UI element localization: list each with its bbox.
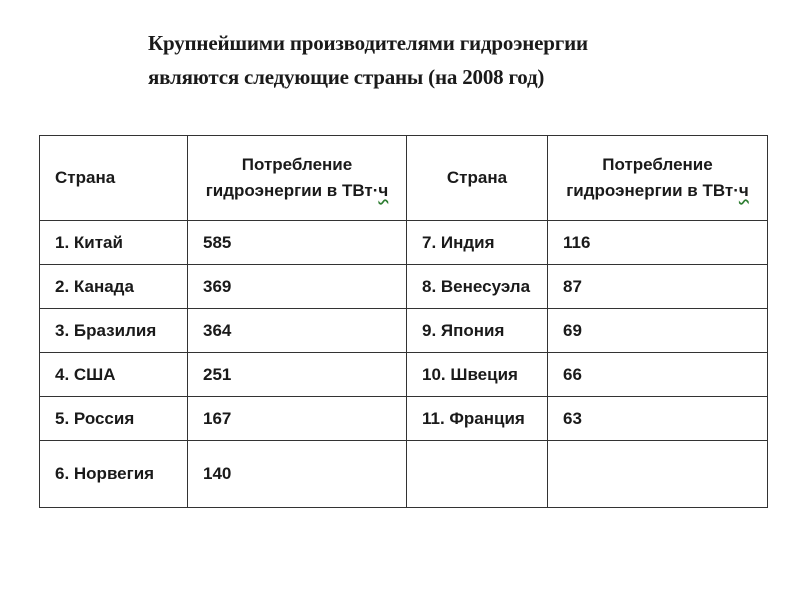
cell-right-country [407,441,548,508]
cell-left-country: 2. Канада [40,265,188,309]
header-consumption-unit: гидроэнергии в ТВт· [205,181,379,200]
cell-right-country: 7. Индия [407,221,548,265]
cell-right-value: 66 [548,353,768,397]
cell-left-value: 251 [188,353,407,397]
header-country-left [40,136,188,221]
header-consumption-line1: Потребление [602,155,713,174]
cell-left-value: 140 [188,441,407,508]
table-header-row [40,136,768,221]
title-line-2: являются следующие страны (на 2008 год) [148,65,545,89]
page-title [148,26,668,94]
header-consumption-unit-tail: ч [378,181,389,200]
header-country-label: Страна [55,168,116,187]
cell-right-value: 69 [548,309,768,353]
cell-left-country: 5. Россия [40,397,188,441]
cell-right-country: 10. Швеция [407,353,548,397]
cell-left-value: 369 [188,265,407,309]
hydro-consumption-table [39,135,768,508]
header-consumption-right [548,136,768,221]
cell-left-country: 4. США [40,353,188,397]
cell-right-country: 11. Франция [407,397,548,441]
cell-right-country: 9. Япония [407,309,548,353]
cell-right-value [548,441,768,508]
header-consumption-left [188,136,407,221]
header-country-right [407,136,548,221]
cell-left-value: 167 [188,397,407,441]
title-line-1: Крупнейшими производителями гидроэнергии [148,31,588,55]
cell-left-country: 3. Бразилия [40,309,188,353]
cell-right-value: 87 [548,265,768,309]
cell-right-value: 116 [548,221,768,265]
cell-right-country: 8. Венесуэла [407,265,548,309]
header-country-label: Страна [446,168,508,187]
header-consumption-line2 [188,178,406,204]
table-row [40,441,768,508]
cell-left-value: 585 [188,221,407,265]
cell-left-country: 1. Китай [40,221,188,265]
table-row [40,397,768,441]
cell-right-value: 63 [548,397,768,441]
header-consumption-line2 [548,178,767,204]
table-row [40,265,768,309]
header-consumption-line1: Потребление [241,155,353,174]
header-consumption-unit: гидроэнергии в ТВт· [566,181,739,200]
table-row [40,353,768,397]
table-row [40,309,768,353]
header-consumption-unit-tail: ч [738,181,749,200]
cell-left-value: 364 [188,309,407,353]
cell-left-country: 6. Норвегия [40,441,188,508]
table-row [40,221,768,265]
